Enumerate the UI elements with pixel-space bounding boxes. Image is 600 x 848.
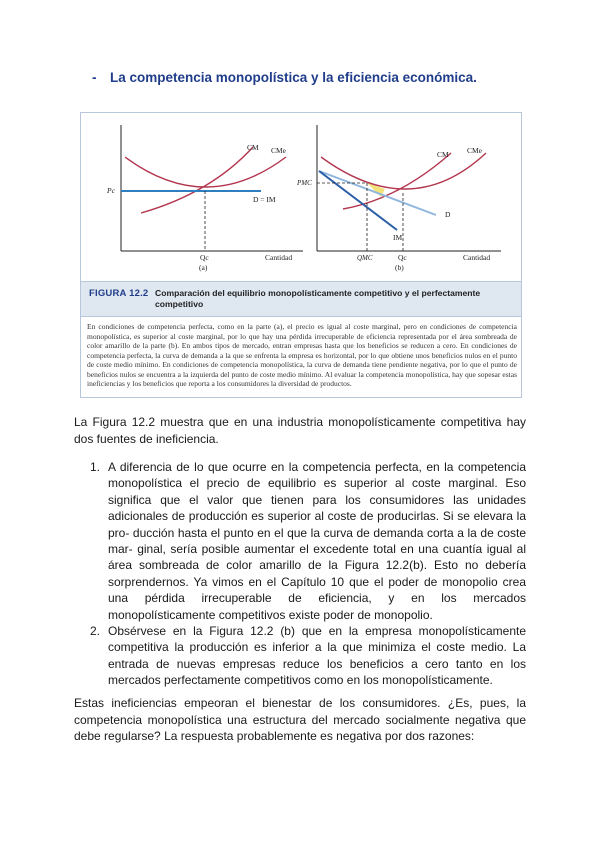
- panel-b-xlabel: Cantidad: [463, 253, 491, 262]
- list-item-text: Obsérvese en la Figura 12.2 (b) que en la empresa monopolísticamente competitiva la producción es inferior a la que minimiza el coste medio. La entrada de nuevas empresas reduce los beneficios a cero tanto en los mercados perfectamente competitivos como en los monopolísticamente.: [108, 624, 526, 688]
- panel-b-im-line: [319, 171, 397, 230]
- panel-b-cme-curve: [321, 153, 486, 189]
- paragraph-intro: La Figura 12.2 muestra que en una industria monopolísticamente competitiva hay dos fuentes de ineficiencia.: [74, 415, 526, 446]
- panel-a-cme-curve: [125, 157, 286, 187]
- panel-a: [106, 125, 303, 272]
- figure-label: FIGURA 12.2: [89, 288, 149, 299]
- panel-a-demand-label: D = IM: [253, 195, 276, 204]
- inefficiency-list: [90, 459, 526, 689]
- panel-b-qc-label: Qc: [398, 253, 407, 262]
- panel-a-cm-label: CM: [247, 143, 259, 152]
- list-item-number: 1.: [90, 460, 101, 474]
- panel-a-cme-label: CMe: [271, 146, 286, 155]
- list-item-text: A diferencia de lo que ocurre en la competencia perfecta, en la competencia monopolística el precio de equilibrio es superior al coste marginal. Eso significa que el valor que tienen para los consumidores las unidades adicionales de producción es superior al coste de producirlas. Si se elevara la pro- ducción hasta el punto en el que la curva de demanda corta a la de coste mar- ginal, sería posible aumentar el excedente total en una cuantía igual al área sombreada de color amarillo de la Figura 12.2(b). Esto no debería sorprendernos. Ya vimos en el Capítulo 10 que el poder de monopolio crea una pérdida irrecuperable de eficiencia, y en los mercados monopolísticamente competitivos existe poder de monopolio.: [108, 460, 526, 622]
- figure-12-2: [80, 112, 522, 398]
- list-item: [90, 459, 526, 623]
- panel-a-xlabel: Cantidad: [265, 253, 293, 262]
- panel-b-cme-label: CMe: [467, 146, 482, 155]
- list-item: [90, 623, 526, 689]
- panel-b-qmc-label: QMC: [357, 254, 373, 262]
- panel-b: [296, 125, 501, 272]
- figure-title-bar: [81, 281, 521, 317]
- panel-b-tag: (b): [395, 263, 404, 272]
- panel-a-pc-label: Pc: [107, 186, 115, 195]
- panel-b-im-label: IM: [393, 233, 403, 242]
- list-item-number: 2.: [90, 624, 101, 639]
- panel-a-tag: (a): [199, 263, 208, 272]
- panel-b-cm-label: CM: [437, 150, 449, 159]
- panel-a-cm-curve: [141, 147, 253, 213]
- heading-text: La competencia monopolística y la eficiencia económica.: [110, 70, 477, 85]
- panel-b-pmc-label: PMC: [297, 179, 312, 187]
- figure-title: Comparación del equilibrio monopolísticamente competitivo y el perfectamente competitivo: [155, 288, 481, 309]
- heading-bullet: -: [92, 70, 97, 85]
- figure-graphs: [81, 113, 521, 281]
- panel-b-d-label: D: [445, 210, 451, 219]
- panel-a-qc-label: Qc: [200, 253, 209, 262]
- figure-caption: En condiciones de competencia perfecta, como en la parte (a), el precio es igual al coste marginal, pero en condiciones de competencia monopolística, es superior al coste marginal, por lo que hay una pérdida irrecuperable de eficiencia representada por el área sombreada de color amarillo de la parte (b). En ambos tipos de mercado, entran empresas hasta que los beneficios se reducen a cero. En condiciones de competencia perfecta, la curva de demanda a la que se enfrenta la empresa es horizontal, por lo que obtiene unos beneficios nulos en el punto de coste medio mínimo. En condiciones de competencia monopolística, la curva de demanda tiene pendiente negativa, por lo que el punto de beneficios nulos se encuentra a la izquierda del punto de coste medio mínimo. Al evaluar la competencia monopolística, hay que sopesar estas ineficiencias y los beneficios que reporta a los consumidores la diversidad de productos.: [87, 322, 517, 388]
- section-heading: [92, 70, 477, 85]
- paragraph-conclusion: Estas ineficiencias empeoran el bienestar de los consumidores. ¿Es, pues, la competencia monopolística una estructura del mercado socialmente negativa que debe regularse? La respuesta probablemente es negativa por dos razones:: [74, 696, 526, 744]
